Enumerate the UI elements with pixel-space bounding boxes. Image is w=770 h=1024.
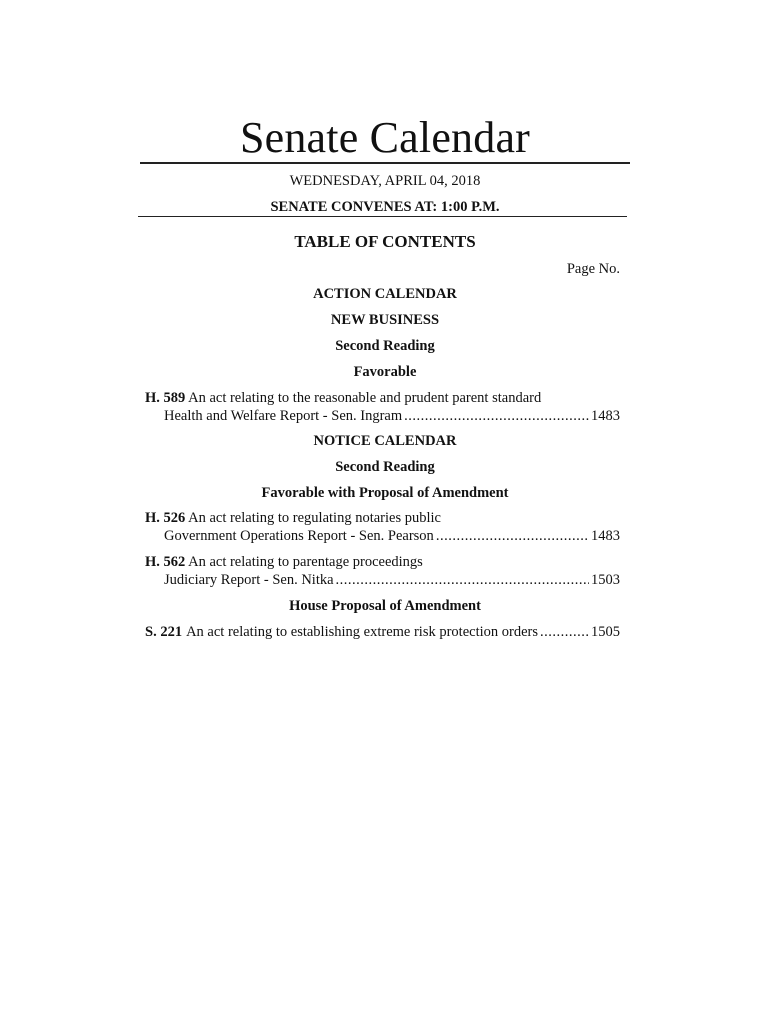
entry-title-line (145, 623, 620, 641)
page-number-label: Page No. (566, 261, 620, 277)
dot-leader (336, 571, 589, 589)
bill-description: An act relating to establishing extreme risk protection orders (186, 624, 539, 640)
page-number: 1483 (591, 528, 620, 544)
title-divider (140, 162, 630, 164)
entry-report-line (145, 571, 620, 589)
second-reading-heading: Second Reading (335, 338, 435, 354)
toc-title: TABLE OF CONTENTS (294, 232, 476, 251)
committee-report: Government Operations Report - Sen. Pearson (164, 528, 434, 544)
calendar-date: WEDNESDAY, APRIL 04, 2018 (289, 173, 481, 189)
bill-description: An act relating to the reasonable and prudent parent standard (188, 390, 542, 406)
committee-report: Judiciary Report - Sen. Nitka (164, 572, 334, 588)
header-divider (138, 216, 627, 217)
favorable-heading: Favorable (353, 364, 417, 380)
page-number: 1503 (591, 572, 620, 588)
action-calendar-heading: ACTION CALENDAR (313, 286, 457, 302)
entry-report-line (145, 527, 620, 545)
house-proposal-heading: House Proposal of Amendment (289, 598, 481, 614)
bill-number: H. 562 (145, 554, 186, 570)
dot-leader (540, 623, 589, 641)
bill-description: An act relating to regulating notaries public (188, 510, 441, 526)
entry-title-line (145, 389, 620, 407)
bill-number: H. 526 (145, 510, 186, 526)
bill-description: An act relating to parentage proceedings (188, 554, 423, 570)
dot-leader (404, 407, 589, 425)
entry-title-line (145, 553, 620, 571)
toc-entry[interactable] (145, 509, 620, 545)
second-reading-heading: Second Reading (335, 459, 435, 475)
bill-number: S. 221 (145, 624, 183, 640)
dot-leader (436, 527, 589, 545)
bill-number: H. 589 (145, 390, 186, 406)
favorable-amendment-heading: Favorable with Proposal of Amendment (261, 485, 509, 501)
page-number: 1505 (591, 624, 620, 640)
entry-report-line (145, 407, 620, 425)
new-business-heading: NEW BUSINESS (330, 312, 440, 328)
toc-entry[interactable] (145, 623, 620, 641)
convene-time: SENATE CONVENES AT: 1:00 P.M. (270, 199, 500, 215)
toc-entry[interactable] (145, 389, 620, 425)
entry-title-line (145, 509, 620, 527)
committee-report: Health and Welfare Report - Sen. Ingram (164, 408, 403, 424)
page-title: Senate Calendar (239, 113, 531, 162)
notice-calendar-heading: NOTICE CALENDAR (313, 433, 457, 449)
toc-entry[interactable] (145, 553, 620, 589)
page-number: 1483 (591, 408, 620, 424)
